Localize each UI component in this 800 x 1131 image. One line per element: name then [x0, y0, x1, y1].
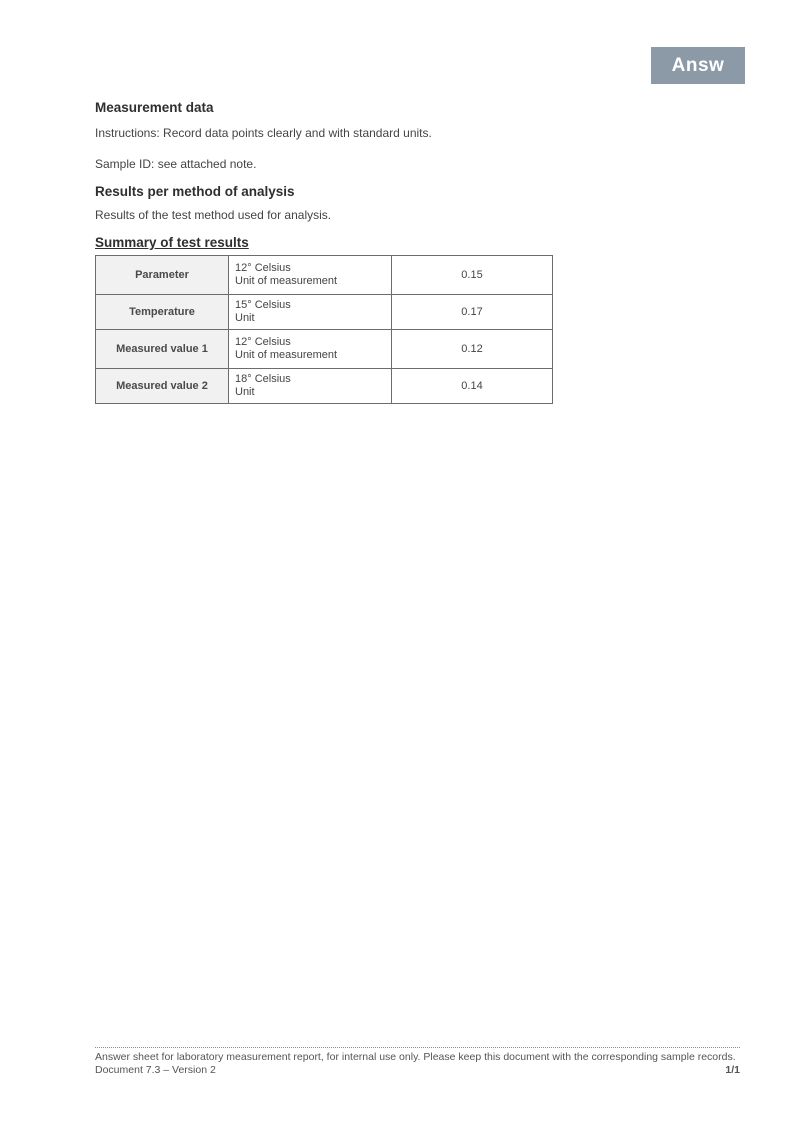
row-detail [229, 369, 392, 404]
row-label: Temperature [96, 295, 229, 330]
results-table [95, 255, 553, 404]
row-value: 0.17 [392, 295, 553, 330]
row-detail [229, 330, 392, 369]
row-detail-line: Unit [235, 312, 255, 324]
footer-note: Answer sheet for laboratory measurement report, for internal use only. Please keep this document with the corresponding sample records. [95, 1051, 736, 1063]
row-detail-line: Unit [235, 386, 255, 398]
row-detail [229, 256, 392, 295]
results-description: Results of the test method used for analysis. [95, 208, 332, 222]
row-detail-line: 12° Celsius [235, 336, 291, 348]
page-footer [95, 1047, 740, 1077]
section-heading-summary: Summary of test results [95, 235, 249, 250]
row-label: Parameter [96, 256, 229, 295]
section-heading-measurement: Measurement data [95, 100, 214, 115]
sample-id-text: Sample ID: see attached note. [95, 157, 257, 171]
section-heading-results: Results per method of analysis [95, 184, 295, 199]
answer-badge: Answ [651, 47, 745, 84]
table-row [96, 369, 553, 404]
page-number: 1/1 [725, 1064, 740, 1076]
footer-document-id: Document 7.3 – Version 2 [95, 1064, 216, 1076]
row-value: 0.15 [392, 256, 553, 295]
table-row [96, 330, 553, 369]
row-label: Measured value 2 [96, 369, 229, 404]
row-label: Measured value 1 [96, 330, 229, 369]
row-detail [229, 295, 392, 330]
footer-row [95, 1064, 740, 1077]
row-detail-line: Unit of measurement [235, 275, 338, 287]
row-value: 0.14 [392, 369, 553, 404]
row-detail-line: 15° Celsius [235, 299, 291, 311]
row-detail-line: Unit of measurement [235, 349, 338, 361]
row-detail-line: 12° Celsius [235, 262, 291, 274]
table-row [96, 256, 553, 295]
row-detail-line: 18° Celsius [235, 373, 291, 385]
table-row [96, 295, 553, 330]
document-body [95, 100, 565, 404]
row-value: 0.12 [392, 330, 553, 369]
instructions-text: Instructions: Record data points clearly and with standard units. [95, 126, 432, 140]
